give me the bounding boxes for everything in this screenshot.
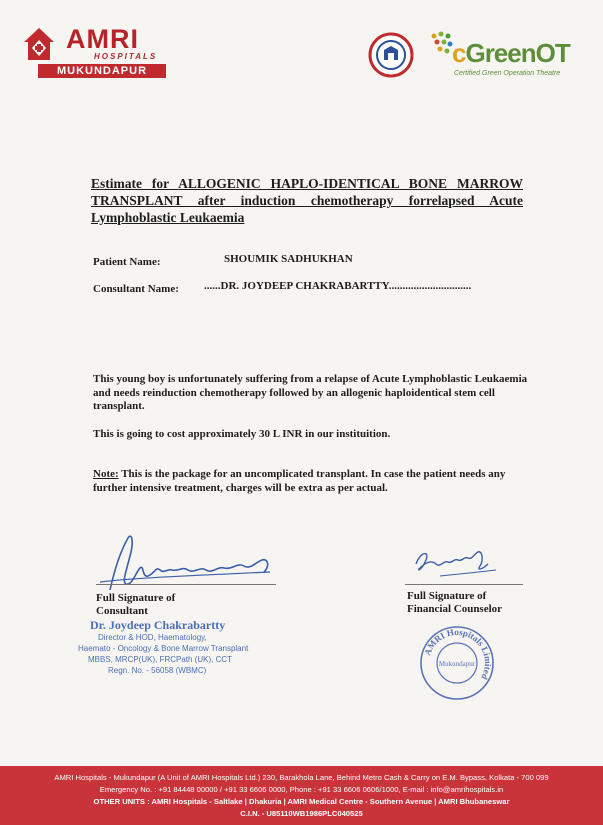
branch-name: MUKUNDAPUR: [38, 64, 166, 78]
doctor-stamp-line2: Haemato - Oncology & Bone Marrow Transplant: [78, 644, 249, 653]
consultant-name-label: Consultant Name:: [93, 283, 179, 295]
footer-contacts: Emergency No. : +91 84448 00000 / +91 33 6606 0000, Phone : +91 33 6606 0606/1000, E-mail : info@amrihospitals.in: [99, 785, 504, 794]
amri-logo: [22, 24, 158, 82]
leaf-dots-icon: [428, 30, 454, 60]
doctor-stamp-name: Dr. Joydeep Chakrabartty: [90, 618, 226, 632]
hospital-round-stamp: [418, 624, 496, 702]
doctor-stamp-line3: MBBS, MRCP(UK), FRCPath (UK), CCT: [88, 655, 233, 664]
counselor-signature-line: [405, 584, 523, 585]
green-ot-text: cGreenOT: [452, 38, 570, 68]
green-ot-tagline: Certified Green Operation Theatre: [454, 70, 561, 77]
diagnosis-paragraph: This young boy is unfortunately suffering from a relapse of Acute Lymphoblastic Leukaemia and needs reinduction chemotherapy followed by an allogenic haploidentical stem cell transplant.: [93, 373, 528, 412]
doctor-stamp-line1: Director & HOD, Haematology,: [98, 633, 207, 642]
hospital-name: AMRI: [66, 24, 139, 54]
counselor-signature: [410, 542, 500, 582]
patient-name-label: Patient Name:: [93, 256, 161, 268]
consultant-signature: [92, 532, 282, 600]
patient-name-value: SHOUMIK SADHUKHAN: [224, 253, 353, 265]
consultant-name-value: ......DR. JOYDEEP CHAKRABARTTY..............................: [204, 280, 472, 292]
note-label: Note:: [93, 468, 119, 480]
footer-address: AMRI Hospitals - Mukundapur (A Unit of AMRI Hospitals Ltd.) 230, Barakhola Lane, Behind Metro Cash & Carry on E.M. Bypass, Kolkata - 700 099: [54, 773, 549, 782]
svg-text:AMRI Hospitals Limited: AMRI Hospitals Limited: [422, 626, 494, 682]
green-ot-logo: [428, 26, 568, 82]
nabh-seal-icon: [368, 32, 414, 78]
consultant-signature-label: Full Signature of Consultant: [96, 592, 176, 617]
footer-cin: C.I.N. - U85110WB1986PLC040525: [240, 809, 363, 818]
note-paragraph: [93, 468, 533, 495]
footer-other-units: OTHER UNITS : AMRI Hospitals - Saltlake | Dhakuria | AMRI Medical Centre - Southern Avenue | AMRI Bhubaneswar: [93, 797, 510, 806]
doctor-stamp-line4: Regn. No. - 56058 (WBMC): [108, 666, 207, 675]
amri-house-icon: [22, 26, 56, 62]
footer-bar: [0, 766, 603, 825]
cost-paragraph: This is going to cost approximately 30 L INR in our instituition.: [93, 428, 391, 440]
consultant-signature-line: [96, 584, 276, 585]
note-text: This is the package for an uncomplicated transplant. In case the patient needs any further intensive treatment, charges will be extra as per actual.: [93, 468, 506, 494]
hospital-sub: HOSPITALS: [94, 52, 158, 61]
estimate-title: Estimate for ALLOGENIC HAPLO-IDENTICAL BONE MARROW TRANSPLANT after induction chemotherapy forrelapsed Acute Lymphoblastic Leukaemia: [91, 176, 523, 225]
svg-text:Mukundapur: Mukundapur: [438, 660, 476, 668]
counselor-signature-label: Full Signature of Financial Counselor: [407, 590, 503, 615]
